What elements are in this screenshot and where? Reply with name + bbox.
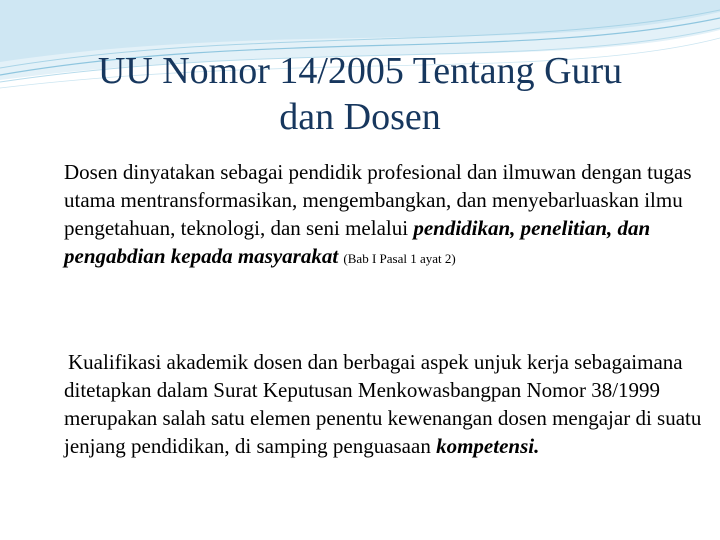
paragraph-2-text: Kualifikasi akademik dosen dan berbagai aspek unjuk kerja sebagaimana ditetapkan dalam Surat Keputusan Menkowasbangpan Nomor 38/1999 merupakan salah satu elemen penentu kewenangan dosen mengajar di suatu jenjang pendidikan, di samping penguasaan bbox=[64, 350, 702, 458]
title-line-2: dan Dosen bbox=[279, 96, 441, 138]
title-line-1: UU Nomor 14/2005 Tentang Guru bbox=[97, 50, 623, 92]
paragraph-qualification bbox=[64, 348, 704, 460]
paragraph-1-text: Dosen dinyatakan sebagai pendidik profesional dan ilmuwan dengan tugas utama mentransformasikan, mengembangkan, dan menyebarluaskan ilmu pengetahuan, teknologi, dan seni melalui bbox=[64, 160, 692, 240]
slide-title bbox=[0, 48, 720, 140]
paragraph-definition bbox=[64, 158, 704, 273]
legal-reference: (Bab I Pasal 1 ayat 2) bbox=[343, 251, 456, 266]
paragraph-1-emphasis: pendidikan, penelitian, dan pengabdian kepada masyarakat bbox=[64, 216, 651, 268]
paragraph-2-emphasis: kompetensi. bbox=[436, 434, 540, 458]
